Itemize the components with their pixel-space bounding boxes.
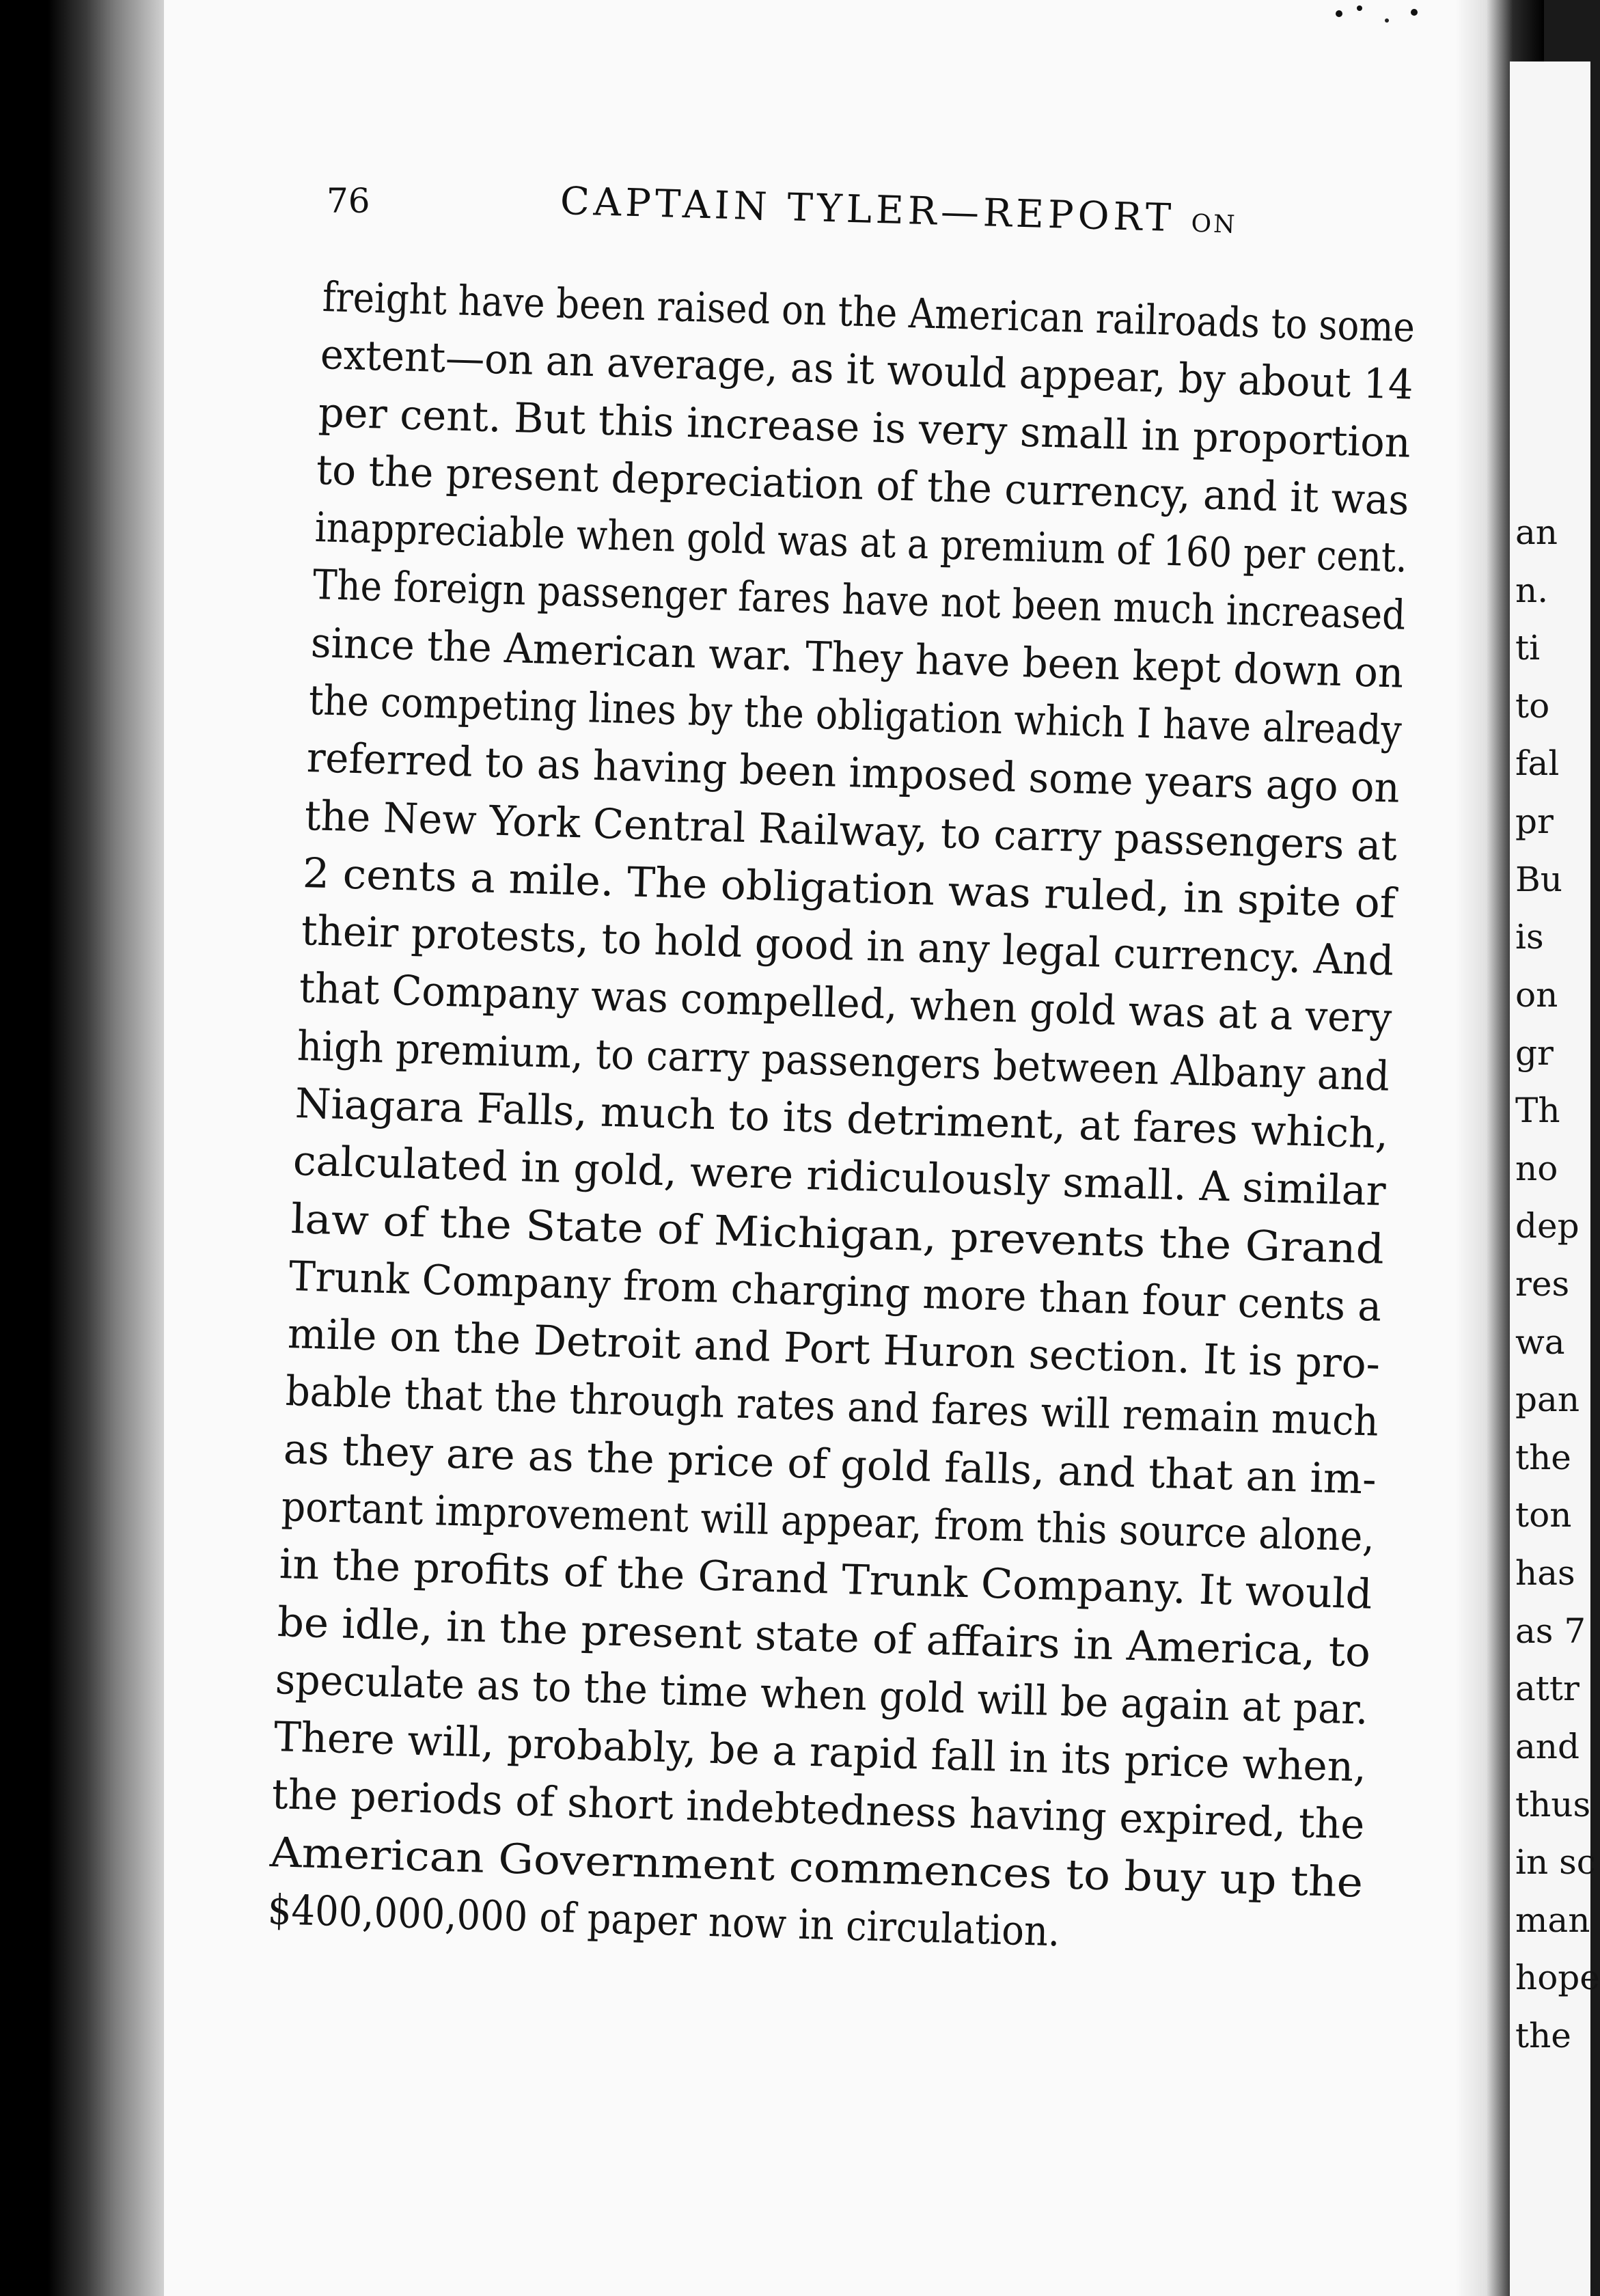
body-line: $400,000,000 of paper now in circulation.	[267, 1886, 1061, 1956]
facing-page-fragment: thus	[1515, 1784, 1591, 1824]
facing-page-fragment: pr	[1515, 802, 1554, 842]
body-line: in the profits of the Grand Trunk Company. It would	[279, 1540, 1373, 1619]
body-line: portant improvement will appear, from this source alone,	[281, 1483, 1375, 1561]
facing-page-fragment: fal	[1515, 743, 1560, 784]
body-line: freight have been raised on the American railroads to some	[322, 273, 1416, 352]
facing-page-fragment: has	[1515, 1553, 1575, 1594]
body-line: The foreign passenger fares have not been much increased	[312, 561, 1406, 640]
facing-page-fragment: the	[1515, 2016, 1571, 2055]
body-line: be idle, in the present state of affairs in America, to	[277, 1598, 1372, 1677]
page-number: 76	[327, 181, 370, 221]
facing-page-fragment: dep	[1515, 1206, 1580, 1246]
facing-page-fragment: pan	[1515, 1380, 1580, 1420]
body-line: the periods of short indebtedness having expired, the	[271, 1771, 1365, 1850]
scan-specks	[1319, 0, 1455, 41]
running-head-tail: ON	[1191, 209, 1238, 239]
facing-page-fragment: is	[1515, 917, 1544, 957]
body-line: law of the State of Michigan, prevents the Grand	[290, 1194, 1385, 1274]
body-line: inappreciable when gold was at a premium of 160 per cent.	[314, 504, 1408, 582]
body-line: extent—on an average, as it would appear, by about 14	[320, 331, 1414, 409]
facing-page-fragment: gr	[1515, 1033, 1554, 1073]
body-line: 2 cents a mile. The obligation was ruled, in spite of	[302, 849, 1396, 928]
facing-page-fragment: n.	[1515, 570, 1549, 610]
body-line: calculated in gold, were ridiculously small. A similar	[292, 1137, 1387, 1216]
body-line: to the present depreciation of the currency, and it was	[316, 446, 1410, 525]
facing-page-fragment: ton	[1515, 1495, 1572, 1535]
body-line: per cent. But this increase is very small in proportion	[318, 388, 1411, 467]
facing-page-fragment: attr	[1515, 1669, 1580, 1709]
facing-page-fragment: man	[1515, 1900, 1590, 1940]
body-line: Niagara Falls, much to its detriment, at fares which,	[294, 1080, 1389, 1158]
facing-page-fragment: the	[1515, 1437, 1571, 1477]
facing-page-fragment: Bu	[1515, 859, 1562, 899]
body-line: their protests, to hold good in any legal currency. And	[300, 907, 1394, 985]
facing-page-fragment: Th	[1515, 1091, 1560, 1131]
facing-page-fragment: ti	[1515, 628, 1541, 668]
facing-page-fragment: no	[1515, 1148, 1558, 1188]
facing-page-fragment: res	[1515, 1264, 1570, 1304]
body-line: mile on the Detroit and Port Huron section. It is pro-	[286, 1310, 1381, 1389]
body-line: since the American war. They have been kept down on	[309, 618, 1404, 698]
body-line: high premium, to carry passengers between Albany and	[296, 1022, 1390, 1101]
body-line: as they are as the price of gold falls, and that an im-	[282, 1425, 1377, 1504]
body-line: the competing lines by the obligation which I have already	[308, 676, 1403, 755]
facing-page-fragment: hope	[1515, 1958, 1600, 1998]
body-line: There will, probably, be a rapid fall in its price when,	[273, 1713, 1367, 1792]
body-line: American Government commences to buy up the	[268, 1828, 1364, 1907]
body-line: the New York Central Railway, to carry passengers at	[304, 791, 1398, 871]
book-edge-left	[0, 0, 191, 2296]
facing-page-fragment: as 7	[1515, 1611, 1586, 1651]
body-line: referred to as having been imposed some years ago on	[306, 734, 1401, 812]
facing-page-fragment: and	[1515, 1726, 1580, 1766]
running-head-title: CAPTAIN TYLER—REPORT	[560, 179, 1176, 241]
body-line: bable that the through rates and fares will remain much	[284, 1367, 1379, 1447]
facing-page-fragment: an	[1515, 512, 1558, 552]
body-line: that Company was compelled, when gold was at a very	[298, 964, 1392, 1043]
facing-page-fragment: on	[1515, 974, 1558, 1015]
facing-page-fragment: to	[1515, 685, 1550, 726]
body-line: speculate as to the time when gold will be again at par.	[275, 1655, 1369, 1734]
body-line: Trunk Company from charging more than four cents a	[288, 1252, 1383, 1331]
facing-page-fragment: in sc	[1515, 1842, 1596, 1883]
facing-page-fragment: wa	[1515, 1322, 1565, 1362]
